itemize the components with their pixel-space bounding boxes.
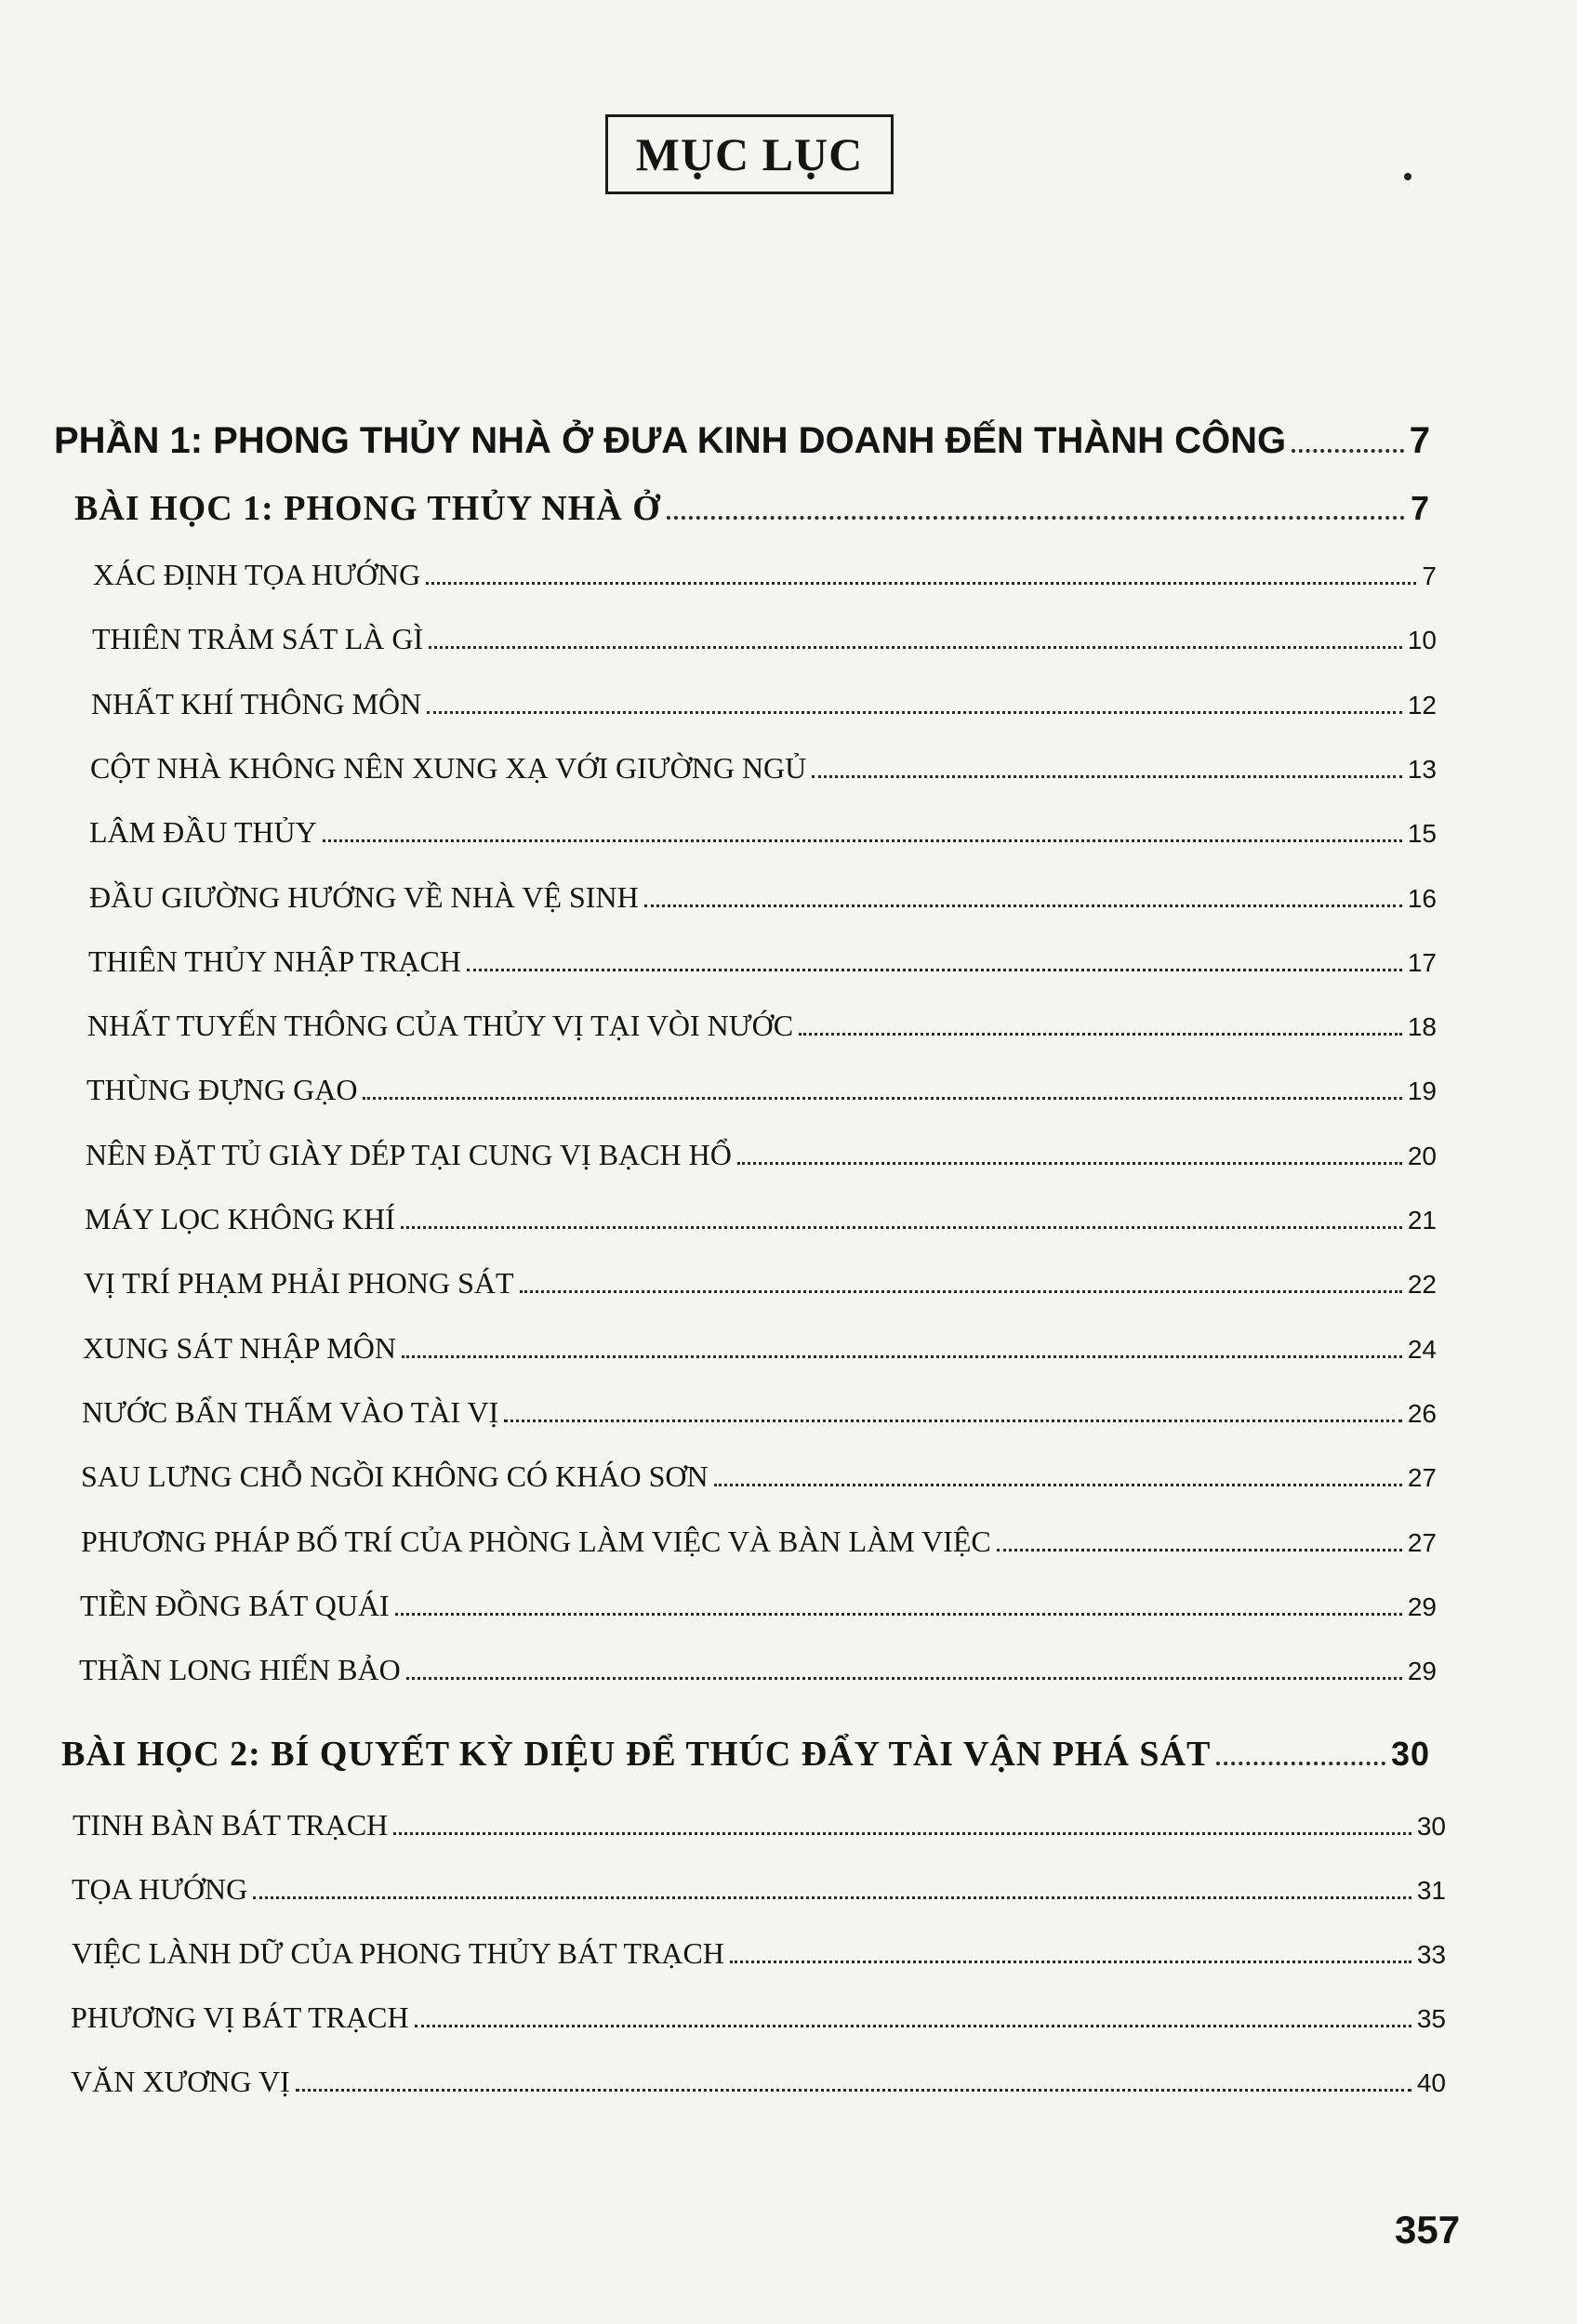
toc-entry[interactable]: [86, 1073, 1437, 1107]
leader-dots: [296, 2089, 1411, 2092]
toc-entry[interactable]: [71, 2000, 1446, 2035]
toc-part-page: 7: [1409, 420, 1430, 461]
toc-entry[interactable]: [87, 1009, 1437, 1043]
toc-entry-label: MÁY LỌC KHÔNG KHÍ: [85, 1202, 395, 1235]
page-number: 357: [1395, 2208, 1461, 2251]
toc-entry[interactable]: [86, 1138, 1437, 1172]
leader-dots: [426, 582, 1416, 585]
toc-entry-label: VIỆC LÀNH DỮ CỦA PHONG THỦY BÁT TRẠCH: [72, 1936, 724, 1970]
toc-entry-label: THIÊN TRẢM SÁT LÀ GÌ: [92, 622, 424, 655]
leader-dots: [401, 1226, 1402, 1229]
toc-entry-page: 10: [1407, 626, 1437, 654]
toc-entry[interactable]: [80, 1589, 1437, 1623]
toc-entry-label: TIỀN ĐỒNG BÁT QUÁI: [80, 1589, 390, 1622]
toc-entry-page: 12: [1407, 691, 1437, 720]
toc-entry[interactable]: [88, 944, 1437, 979]
toc-entry-label: TINH BÀN BÁT TRẠCH: [73, 1808, 389, 1842]
leader-dots: [429, 646, 1402, 649]
toc-entry[interactable]: [85, 1202, 1437, 1236]
leader-dots: [520, 1290, 1402, 1293]
leader-dots: [799, 1033, 1402, 1036]
toc-entry-page: 15: [1407, 819, 1437, 848]
toc-entry-page: 29: [1407, 1592, 1437, 1621]
toc-entry[interactable]: [89, 815, 1437, 850]
toc-entry-label: NHẤT KHÍ THÔNG MÔN: [91, 687, 422, 720]
toc-entry[interactable]: [72, 1936, 1446, 1971]
leader-dots: [363, 1097, 1401, 1100]
leader-dots: [1292, 449, 1404, 453]
page-title: MỤC LỤC: [605, 114, 894, 194]
toc-entry[interactable]: [92, 622, 1437, 656]
leader-dots: [714, 1484, 1402, 1486]
leader-dots: [323, 839, 1402, 842]
toc-entry-label: PHƯƠNG VỊ BÁT TRẠCH: [71, 2000, 409, 2034]
leader-dots: [467, 969, 1402, 971]
toc-entry-page: 22: [1407, 1270, 1437, 1299]
toc-lesson-page: 7: [1410, 489, 1430, 527]
toc-entry-page: 27: [1407, 1463, 1437, 1492]
toc-entry-page: 7: [1422, 561, 1437, 590]
leader-dots: [997, 1549, 1402, 1552]
toc-entry[interactable]: [82, 1395, 1437, 1430]
leader-dots: [393, 1832, 1411, 1835]
toc-entry-page: 35: [1416, 2004, 1446, 2033]
toc-entry[interactable]: [83, 1331, 1437, 1366]
leader-dots: [644, 905, 1402, 907]
toc-entry-label: VĂN XƯƠNG VỊ: [71, 2065, 290, 2098]
toc-entry[interactable]: [72, 1872, 1446, 1907]
toc-entry-label: NƯỚC BẨN THẤM VÀO TÀI VỊ: [82, 1395, 499, 1429]
toc-entry-page: 24: [1407, 1335, 1437, 1364]
leader-dots: [737, 1162, 1402, 1165]
ink-speck: [1404, 173, 1411, 180]
toc-entry-label: XÁC ĐỊNH TỌA HƯỚNG: [93, 558, 421, 591]
toc-entry-page: 29: [1407, 1657, 1437, 1685]
leader-dots: [406, 1677, 1402, 1680]
toc-entry-label: NÊN ĐẶT TỦ GIÀY DÉP TẠI CUNG VỊ BẠCH HỔ: [86, 1138, 732, 1171]
toc-entry-label: NHẤT TUYẾN THÔNG CỦA THỦY VỊ TẠI VÒI NƯỚC: [87, 1009, 794, 1042]
leader-dots: [812, 775, 1402, 778]
toc-entry[interactable]: [89, 880, 1437, 915]
toc-entry-page: 16: [1407, 884, 1437, 913]
toc-entry-page: 21: [1407, 1206, 1437, 1235]
toc-lesson-label: BÀI HỌC 2: BÍ QUYẾT KỲ DIỆU ĐỂ THÚC ĐẨY TÀI VẬN PHÁ SÁT: [61, 1735, 1212, 1774]
leader-dots: [730, 1961, 1411, 1963]
toc-entry-page: 30: [1416, 1812, 1446, 1841]
leader-dots: [415, 2025, 1411, 2027]
toc-entry-page: 31: [1416, 1876, 1446, 1905]
toc-entry-page: 20: [1407, 1142, 1437, 1170]
toc-entry-label: THIÊN THỦY NHẬP TRẠCH: [88, 944, 461, 978]
toc-entry[interactable]: [90, 751, 1437, 786]
toc-entry-page: 18: [1407, 1012, 1437, 1041]
toc-lesson-2[interactable]: [61, 1734, 1430, 1775]
toc-entry-page: 33: [1416, 1940, 1446, 1969]
leader-dots: [395, 1613, 1402, 1616]
toc-lesson-label: BÀI HỌC 1: PHONG THỦY NHÀ Ở: [74, 489, 661, 528]
toc-entry[interactable]: [91, 687, 1437, 721]
toc-entry[interactable]: [71, 2065, 1446, 2099]
toc-entry-page: 17: [1407, 948, 1437, 977]
toc-entry-label: ĐẦU GIƯỜNG HƯỚNG VỀ NHÀ VỆ SINH: [89, 880, 639, 914]
toc-entry-page: 13: [1407, 755, 1437, 784]
toc-entry-label: CỘT NHÀ KHÔNG NÊN XUNG XẠ VỚI GIƯỜNG NGỦ: [90, 751, 807, 785]
toc-entry[interactable]: [81, 1525, 1437, 1559]
toc-part-1[interactable]: [54, 420, 1430, 462]
toc-entry[interactable]: [93, 558, 1437, 592]
toc-entry-label: XUNG SÁT NHẬP MÔN: [83, 1331, 396, 1365]
toc-part-label: PHẦN 1: PHONG THỦY NHÀ Ở ĐƯA KINH DOANH ĐẾN THÀNH CÔNG: [54, 420, 1287, 461]
leader-dots: [253, 1896, 1411, 1899]
toc-entry-label: PHƯƠNG PHÁP BỐ TRÍ CỦA PHÒNG LÀM VIỆC VÀ BÀN LÀM VIỆC: [81, 1525, 991, 1558]
toc-entry-label: LÂM ĐẦU THỦY: [89, 815, 317, 849]
leader-dots: [504, 1419, 1402, 1422]
toc-entry-label: THẦN LONG HIẾN BẢO: [79, 1653, 401, 1686]
leader-dots: [427, 711, 1402, 714]
toc-entry-page: 40: [1416, 2068, 1446, 2097]
leader-dots: [1216, 1762, 1385, 1765]
toc-entry-page: 19: [1407, 1076, 1437, 1105]
toc-entry[interactable]: [84, 1266, 1437, 1301]
leader-dots: [667, 516, 1405, 520]
toc-entry-label: SAU LƯNG CHỖ NGỒI KHÔNG CÓ KHÁO SƠN: [81, 1459, 709, 1493]
toc-entry-page: 26: [1407, 1399, 1437, 1428]
leader-dots: [402, 1355, 1402, 1358]
toc-entry-label: THÙNG ĐỰNG GẠO: [86, 1073, 358, 1106]
toc-entry[interactable]: [73, 1808, 1446, 1842]
toc-lesson-1[interactable]: [74, 488, 1430, 529]
toc-entry-page: 27: [1407, 1528, 1437, 1557]
toc-entry-label: TỌA HƯỚNG: [72, 1872, 248, 1906]
toc-lesson-page: 30: [1390, 1735, 1430, 1773]
toc-entry-label: VỊ TRÍ PHẠM PHẢI PHONG SÁT: [84, 1266, 514, 1300]
toc-entry[interactable]: [81, 1459, 1437, 1494]
toc-entry[interactable]: [79, 1653, 1437, 1687]
